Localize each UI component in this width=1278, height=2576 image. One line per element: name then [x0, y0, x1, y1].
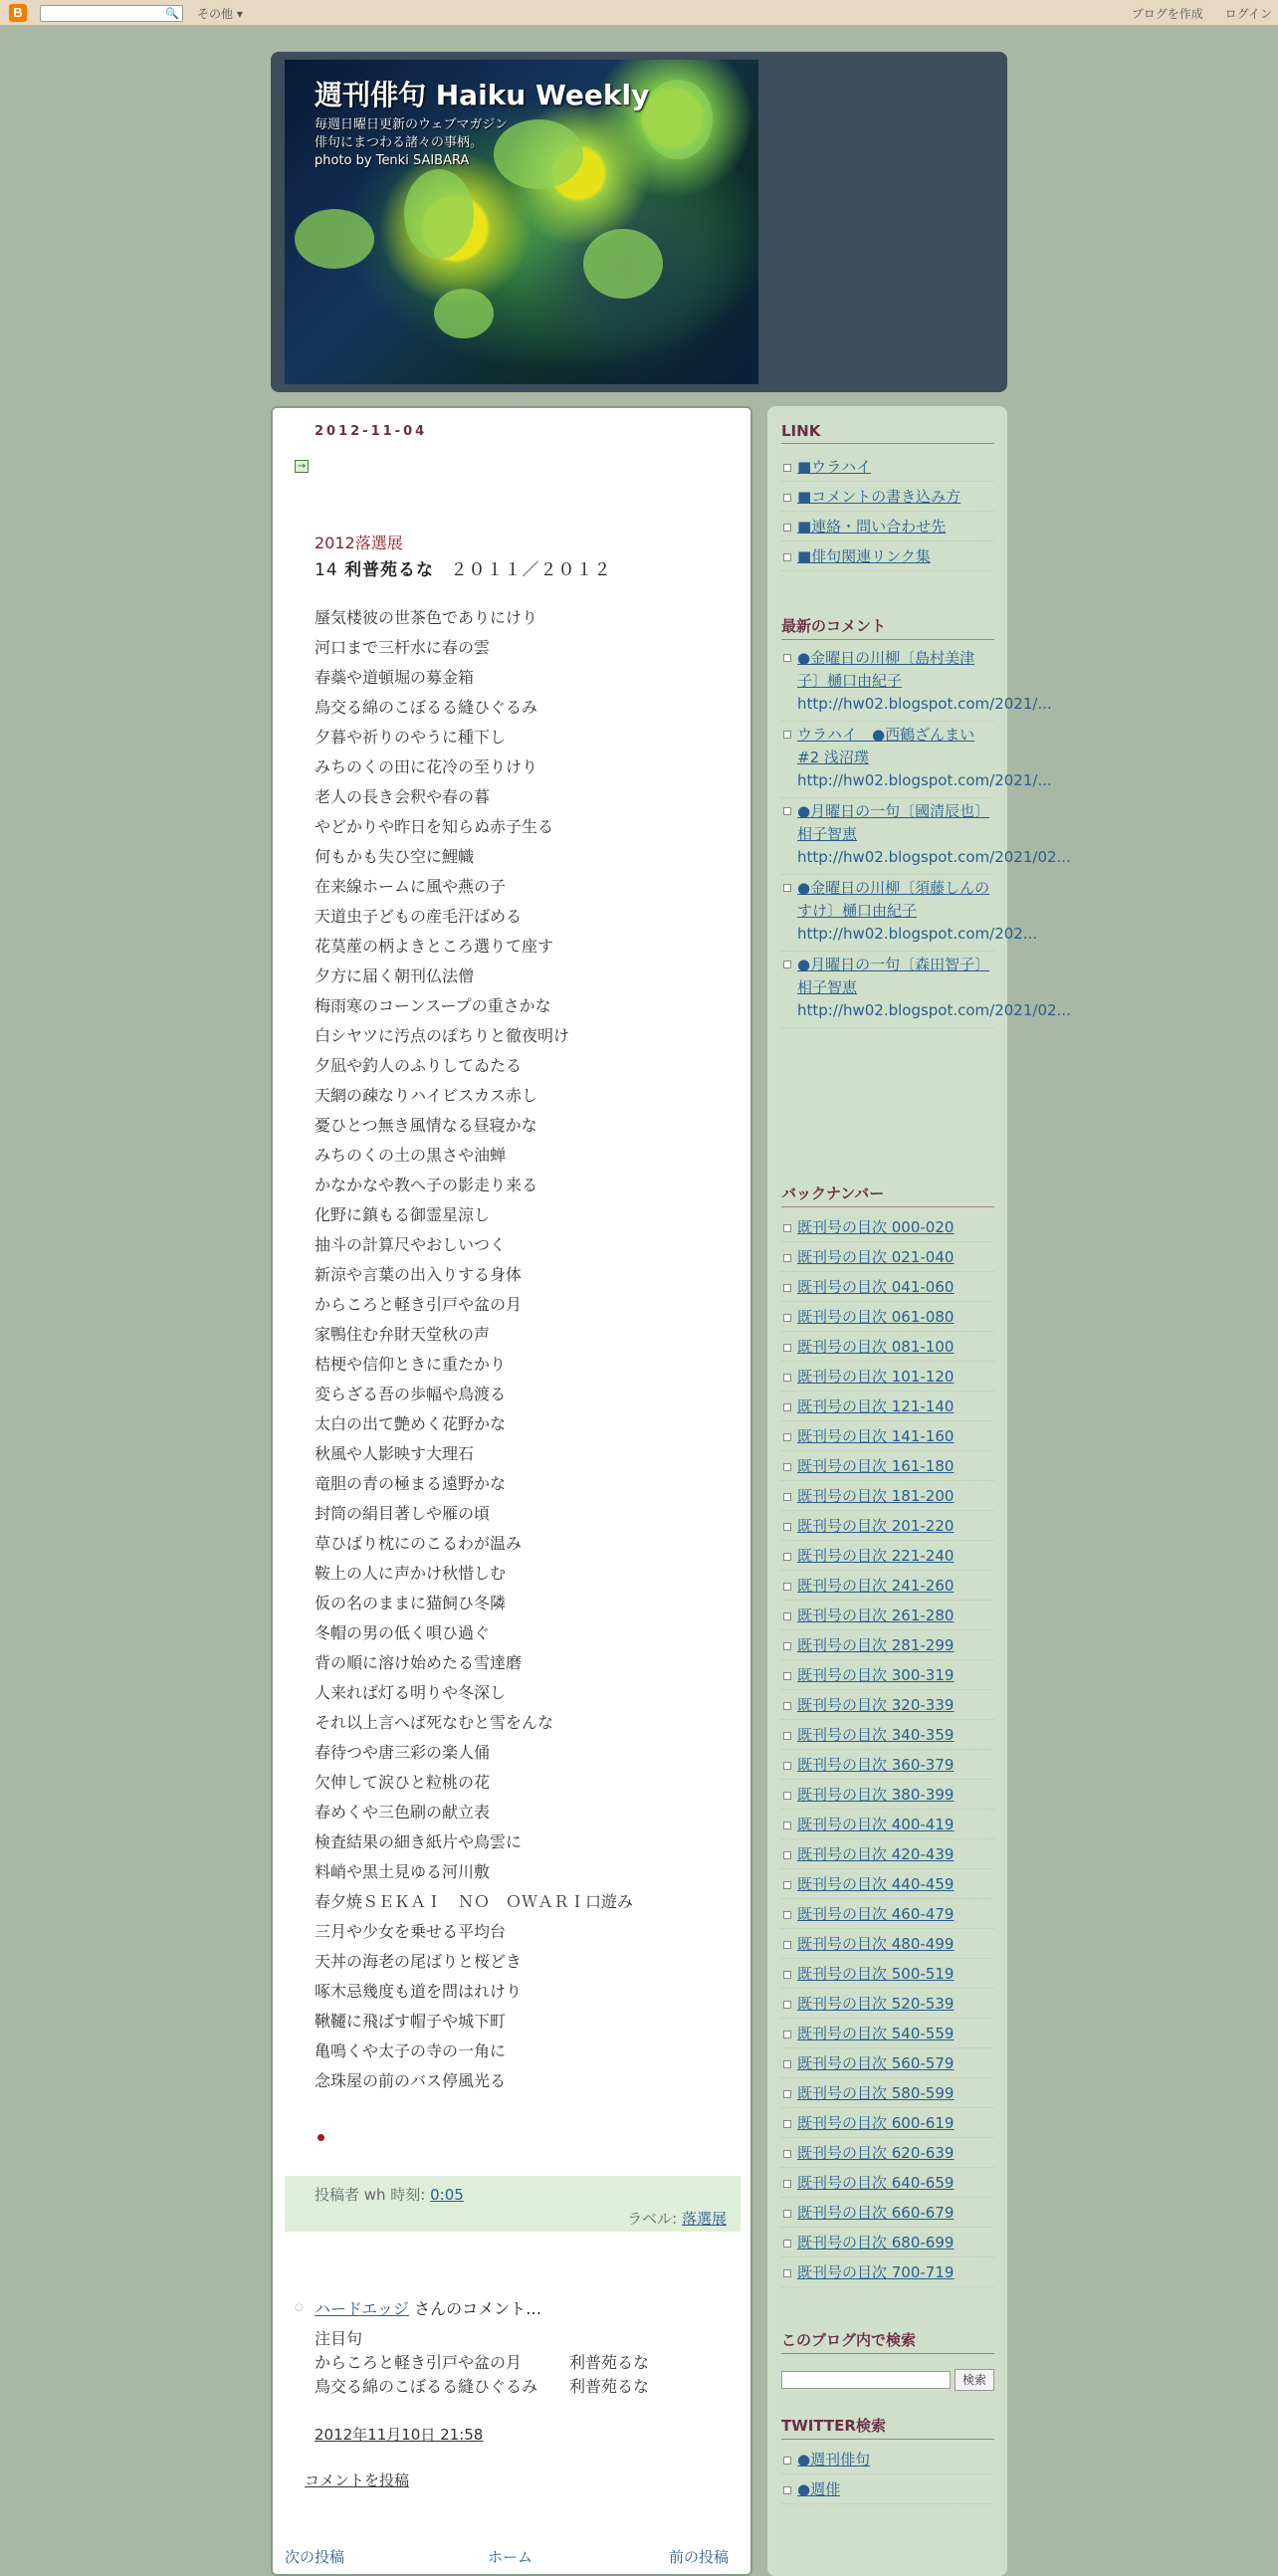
backnumber-item[interactable] [781, 1481, 994, 1511]
haiku-line: 人来れば灯る明りや冬深し [315, 1683, 507, 1702]
backnumber-item-link[interactable]: 既刊号の目次 320-339 [797, 1696, 955, 1714]
backnumber-item[interactable] [781, 1750, 994, 1780]
backnumber-item[interactable] [781, 1899, 994, 1929]
comment-body: 注目句 からころと軽き引戸や盆の月 利普苑るな 鳥交る綿のこぼるる縫ひぐるみ 利普苑るな [315, 2329, 650, 2396]
backnumber-item-link[interactable]: 既刊号の目次 061-080 [797, 1308, 955, 1326]
backnumber-item[interactable] [781, 1720, 994, 1750]
comment-header: ハードエッジ さんのコメント… [315, 2299, 542, 2318]
haiku-line: 変らざる吾の歩幅や鳥渡る [315, 1385, 507, 1403]
backnumber-item[interactable] [781, 1541, 994, 1571]
haiku-line: 天道虫子どもの産毛汗ばめる [315, 907, 523, 926]
create-blog-link[interactable]: ブログを作成 [1131, 7, 1203, 21]
backnumber-item[interactable] [781, 2257, 994, 2287]
backnumber-item[interactable] [781, 1242, 994, 1272]
comment-author-link[interactable]: ハードエッジ [315, 2299, 410, 2318]
search-icon[interactable]: 🔍 [165, 7, 179, 20]
backnumber-item-link[interactable]: 既刊号の目次 420-439 [797, 1845, 955, 1863]
backnumber-item-link[interactable]: 既刊号の目次 480-499 [797, 1935, 955, 1953]
haiku-line: からころと軽き引戸や盆の月 [315, 1295, 523, 1314]
backnumber-item[interactable] [781, 1839, 994, 1869]
backnumber-item[interactable] [781, 1810, 994, 1839]
backnumber-item-link[interactable]: 既刊号の目次 261-280 [797, 1607, 955, 1624]
recent-comment-link[interactable]: ●金曜日の川柳〔須藤しんのすけ〕樋口由紀子 [797, 879, 990, 920]
backnumber-list [781, 1212, 994, 2287]
twitter-list [781, 2445, 994, 2504]
backnumber-item[interactable] [781, 1212, 994, 1242]
haiku-line: 蜃気楼彼の世茶色でありにけり [315, 608, 538, 627]
haiku-line: 鞦韆に飛ばす帽子や城下町 [315, 2012, 507, 2031]
haiku-line: 料峭や黒土見ゆる河川敷 [315, 1862, 491, 1881]
recent-comment-link[interactable]: ●月曜日の一句〔國清辰也〕相子智恵 [797, 802, 990, 843]
backnumber-item[interactable] [781, 1571, 994, 1601]
haiku-line: 新涼や言葉の出入りする身体 [315, 1265, 523, 1284]
sidebar-link-item[interactable] [781, 452, 994, 482]
backnumber-item-link[interactable]: 既刊号の目次 380-399 [797, 1786, 955, 1804]
newer-post-link[interactable]: 次の投稿 [285, 2548, 345, 2566]
comment-icon: ◌ [295, 2302, 304, 2313]
backnumber-item-link[interactable]: 既刊号の目次 221-240 [797, 1547, 955, 1565]
backnumber-item[interactable] [781, 1869, 994, 1899]
post-time-link[interactable]: 0:05 [430, 2186, 464, 2204]
haiku-line: 梅雨寒のコーンスープの重さかな [315, 996, 551, 1015]
widget-title-link: LINK [781, 422, 994, 444]
backnumber-item[interactable] [781, 1332, 994, 1362]
backnumber-item-link[interactable]: 既刊号の目次 700-719 [797, 2263, 955, 2281]
haiku-line: 桔梗や信仰ときに重たかり [315, 1355, 507, 1374]
haiku-line: 竜胆の青の極まる遠野かな [315, 1474, 507, 1493]
widget-title-recent-comments: 最新のコメント [781, 615, 994, 640]
backnumber-item[interactable] [781, 1362, 994, 1392]
backnumber-item[interactable] [781, 2138, 994, 2168]
post-category: 2012落選展 [315, 534, 403, 552]
haiku-line: みちのくの田に花冷の至りけり [315, 757, 538, 776]
haiku-line: 太白の出て艶めく花野かな [315, 1414, 507, 1433]
blog-title[interactable]: 週刊俳句 Haiku Weekly [315, 79, 650, 111]
haiku-line: 春蘂や道頓堀の募金箱 [315, 668, 475, 687]
comment-timestamp[interactable]: 2012年11月10日 21:58 [315, 2426, 484, 2444]
backnumber-item-link[interactable]: 既刊号の目次 300-319 [797, 1666, 955, 1684]
sidebar-link-item-link[interactable]: ■コメントの書き込み方 [797, 488, 961, 506]
haiku-line: 家鴨住む弁財天堂秋の声 [315, 1325, 491, 1344]
post-date: 2012-11-04 [315, 424, 428, 439]
backnumber-item[interactable] [781, 2019, 994, 2048]
login-link[interactable]: ログイン [1224, 7, 1272, 21]
backnumber-item-link[interactable]: 既刊号の目次 081-100 [797, 1338, 955, 1356]
widget-title-twitter: TWITTER検索 [781, 2415, 994, 2440]
backnumber-item[interactable] [781, 2198, 994, 2228]
haiku-line: みちのくの土の黒さや油蝉 [315, 1146, 507, 1165]
label-link[interactable]: 落選展 [681, 2210, 727, 2228]
backnumber-item-link[interactable]: 既刊号の目次 360-379 [797, 1756, 955, 1774]
blog-description: 毎週日曜日更新のウェブマガジン 俳句にまつわる諸々の事柄。 photo by Tenki SAIBARA [315, 117, 509, 168]
blog-header [271, 52, 1007, 392]
backnumber-item[interactable] [781, 2168, 994, 2198]
haiku-line: 天丼の海老の尾ばりと桜どき [315, 1952, 523, 1971]
backnumber-item[interactable] [781, 1272, 994, 1302]
backnumber-item-link[interactable]: 既刊号の目次 580-599 [797, 2084, 955, 2102]
sidebar-link-item-link[interactable]: ■俳句関連リンク集 [797, 547, 931, 565]
older-post-link[interactable]: 前の投稿 [669, 2548, 730, 2566]
haiku-line: 春夕焼ＳＥＫＡＩ ＮＯ ＯＷＡＲＩ口遊み [315, 1892, 634, 1911]
main-column [271, 406, 752, 2576]
sidebar [767, 406, 1071, 2576]
haiku-line: 夕凪や釣人のふりしてゐたる [315, 1056, 523, 1075]
haiku-line: 鞍上の人に声かけ秋惜しむ [315, 1564, 507, 1583]
haiku-line: それ以上言へば死なむと雪をんな [315, 1713, 554, 1732]
haiku-line: 春待つや唐三彩の楽人俑 [315, 1743, 491, 1762]
haiku-line: 三月や少女を乗せる平均台 [315, 1922, 507, 1941]
post-title: 14 利普苑るな ２０１１／２０１２ [315, 560, 612, 580]
backnumber-item[interactable] [781, 2108, 994, 2138]
post-labels: ラベル: 落選展 [627, 2210, 727, 2228]
post-comment-link[interactable]: コメントを投稿 [305, 2471, 410, 2489]
navbar-right-links [1114, 5, 1272, 22]
widget-title-backnumbers: バックナンバー [781, 1182, 994, 1207]
backnumber-item-link[interactable]: 既刊号の目次 201-220 [797, 1517, 955, 1535]
share-icon[interactable]: → [295, 460, 309, 473]
sidebar-link-item[interactable] [781, 541, 994, 571]
post-author-line: 投稿者 wh 時刻: 0:05 [315, 2186, 464, 2204]
recent-comment-url[interactable]: http://hw02.blogspot.com/2021/... [797, 771, 1052, 789]
haiku-line: 春めくや三色刷の献立表 [315, 1803, 491, 1822]
haiku-line: 何もかも失ひ空に鯉幟 [315, 847, 475, 866]
recent-comment-link[interactable]: ●月曜日の一句〔森田智子〕相子智恵 [797, 956, 990, 996]
backnumber-item[interactable] [781, 1690, 994, 1720]
end-bullet [318, 2134, 324, 2141]
backnumber-item-link[interactable]: 既刊号の目次 620-639 [797, 2144, 955, 2162]
backnumber-item-link[interactable]: 既刊号の目次 680-699 [797, 2234, 955, 2252]
haiku-line: 夕暮や祈りのやうに種下し [315, 728, 507, 747]
sidebar-link-item-link[interactable]: ■ウラハイ [797, 458, 872, 476]
backnumber-item[interactable] [781, 2078, 994, 2108]
sidebar-link-item[interactable] [781, 482, 994, 512]
blog-search-button[interactable]: 検索 [955, 2369, 994, 2391]
backnumber-item[interactable] [781, 1511, 994, 1541]
backnumber-item[interactable] [781, 1392, 994, 1421]
recent-comment-url[interactable]: http://hw02.blogspot.com/202... [797, 925, 1038, 943]
home-link[interactable]: ホーム [488, 2548, 533, 2566]
haiku-line: 冬帽の男の低く唄ひ過ぐ [315, 1623, 491, 1642]
haiku-line: 化野に鎮もる御霊星涼し [315, 1205, 491, 1224]
haiku-line: 念珠屋の前のバス停風光る [315, 2071, 507, 2090]
navbar-search-input[interactable] [40, 5, 183, 22]
backnumber-item[interactable] [781, 1630, 994, 1660]
haiku-line: 欠伸して涙ひと粒桃の花 [315, 1773, 491, 1792]
backnumber-item-link[interactable]: 既刊号の目次 121-140 [797, 1397, 955, 1415]
recent-comments-list [781, 645, 1071, 1028]
haiku-line: 草ひばり枕にのこるわが温み [315, 1534, 523, 1553]
backnumber-item[interactable] [781, 1989, 994, 2019]
blogger-navbar [0, 0, 1278, 26]
backnumber-item-link[interactable]: 既刊号の目次 021-040 [797, 1248, 955, 1266]
backnumber-item-link[interactable]: 既刊号の目次 181-200 [797, 1487, 955, 1505]
haiku-line: 鳥交る綿のこぼるる縫ひぐるみ [315, 698, 538, 717]
recent-comment-url[interactable]: http://hw02.blogspot.com/2021/... [797, 695, 1052, 713]
navbar-more-menu[interactable]: その他 ▾ [197, 7, 243, 21]
haiku-line: 憂ひとつ無き風情なる昼寝かな [315, 1116, 537, 1135]
backnumber-item-link[interactable]: 既刊号の目次 281-299 [797, 1636, 955, 1654]
haiku-line: 白シヤツに汚点のぽちりと徹夜明け [315, 1026, 570, 1045]
backnumber-item-link[interactable]: 既刊号の目次 400-419 [797, 1816, 955, 1833]
backnumber-item-link[interactable]: 既刊号の目次 660-679 [797, 2204, 955, 2222]
backnumber-item-link[interactable]: 既刊号の目次 560-579 [797, 2054, 955, 2072]
recent-comment-link[interactable]: ●金曜日の川柳〔島村美津子〕樋口由紀子 [797, 649, 975, 690]
haiku-line: 花茣蓙の柄よきところ選りて座す [315, 937, 554, 956]
header-photo [285, 60, 758, 384]
haiku-line: 封筒の絹目著しや雁の頃 [315, 1504, 491, 1523]
backnumber-item[interactable] [781, 1421, 994, 1451]
backnumber-item-link[interactable]: 既刊号の目次 141-160 [797, 1427, 955, 1445]
blog-search-input[interactable] [781, 2371, 951, 2389]
recent-comment-item [781, 952, 1071, 1028]
backnumber-item[interactable] [781, 1959, 994, 1989]
haiku-line: 在来線ホームに風や燕の子 [315, 877, 507, 896]
haiku-line: 仮の名のままに猫飼ひ冬隣 [315, 1594, 507, 1612]
backnumber-item-link[interactable]: 既刊号の目次 340-359 [797, 1726, 955, 1744]
backnumber-item[interactable] [781, 1451, 994, 1481]
backnumber-item[interactable] [781, 1601, 994, 1630]
twitter-item[interactable] [781, 2445, 994, 2474]
haiku-line: やどかりや昨日を知らぬ赤子生る [315, 817, 554, 836]
link-list [781, 452, 994, 571]
recent-comment-item [781, 645, 1052, 722]
twitter-item-link[interactable]: ●週俳 [797, 2480, 841, 2498]
haiku-line: かなかなや教へ子の影走り来る [315, 1176, 538, 1194]
widget-title-search: このブログ内で検索 [781, 2329, 994, 2354]
recent-comment-url[interactable]: http://hw02.blogspot.com/2021/02... [797, 1001, 1071, 1019]
twitter-item-link[interactable]: ●週刊俳句 [797, 2451, 871, 2469]
twitter-item[interactable] [781, 2474, 994, 2504]
haiku-line: 検査結果の細き紙片や鳥雲に [315, 1832, 523, 1851]
backnumber-item[interactable] [781, 1780, 994, 1810]
backnumber-item-link[interactable]: 既刊号の目次 041-060 [797, 1278, 955, 1296]
recent-comment-item [781, 722, 1052, 798]
haiku-line: 秋風や人影映す大理石 [315, 1444, 475, 1463]
backnumber-item-link[interactable]: 既刊号の目次 500-519 [797, 1965, 955, 1983]
backnumber-item-link[interactable]: 既刊号の目次 161-180 [797, 1457, 955, 1475]
haiku-line: 老人の長き会釈や春の暮 [315, 787, 491, 806]
haiku-line: 抽斗の計算尺やおしいつく [315, 1235, 507, 1254]
backnumber-item-link[interactable]: 既刊号の目次 640-659 [797, 2174, 955, 2192]
recent-comment-link[interactable]: ウラハイ ●西鶴ざんまい #2 浅沼璞 [797, 726, 975, 766]
recent-comment-item [781, 798, 1071, 875]
backnumber-item-link[interactable]: 既刊号の目次 101-120 [797, 1368, 955, 1386]
recent-comment-item [781, 875, 1038, 952]
backnumber-item-link[interactable]: 既刊号の目次 241-260 [797, 1577, 955, 1595]
backnumber-item-link[interactable]: 既刊号の目次 600-619 [797, 2114, 955, 2132]
haiku-line: 背の順に溶け始めたる雪達磨 [315, 1653, 523, 1672]
backnumber-item-link[interactable]: 既刊号の目次 460-479 [797, 1905, 955, 1923]
backnumber-item[interactable] [781, 1660, 994, 1690]
backnumber-item-link[interactable]: 既刊号の目次 000-020 [797, 1218, 955, 1236]
backnumber-item-link[interactable]: 既刊号の目次 440-459 [797, 1875, 955, 1893]
haiku-list [315, 603, 633, 2096]
haiku-line: 天網の疎なりハイビスカス赤し [315, 1086, 538, 1105]
post-footer [285, 2176, 741, 2232]
backnumber-item-link[interactable]: 既刊号の目次 540-559 [797, 2025, 955, 2042]
backnumber-item[interactable] [781, 2228, 994, 2257]
haiku-line: 亀鳴くや太子の寺の一角に [315, 2041, 507, 2060]
backnumber-item[interactable] [781, 2048, 994, 2078]
backnumber-item-link[interactable]: 既刊号の目次 520-539 [797, 1995, 955, 2013]
haiku-line: 啄木忌幾度も道を問はれけり [315, 1982, 523, 2001]
backnumber-item[interactable] [781, 1929, 994, 1959]
haiku-line: 夕方に届く朝刊仏法僧 [315, 966, 475, 985]
sidebar-link-item[interactable] [781, 512, 994, 541]
blogger-logo-icon[interactable]: B [9, 4, 27, 22]
backnumber-item[interactable] [781, 1302, 994, 1332]
recent-comment-url[interactable]: http://hw02.blogspot.com/2021/02... [797, 848, 1071, 866]
sidebar-link-item-link[interactable]: ■連絡・問い合わせ先 [797, 518, 947, 536]
haiku-line: 河口まで三杆水に春の雲 [315, 638, 491, 657]
